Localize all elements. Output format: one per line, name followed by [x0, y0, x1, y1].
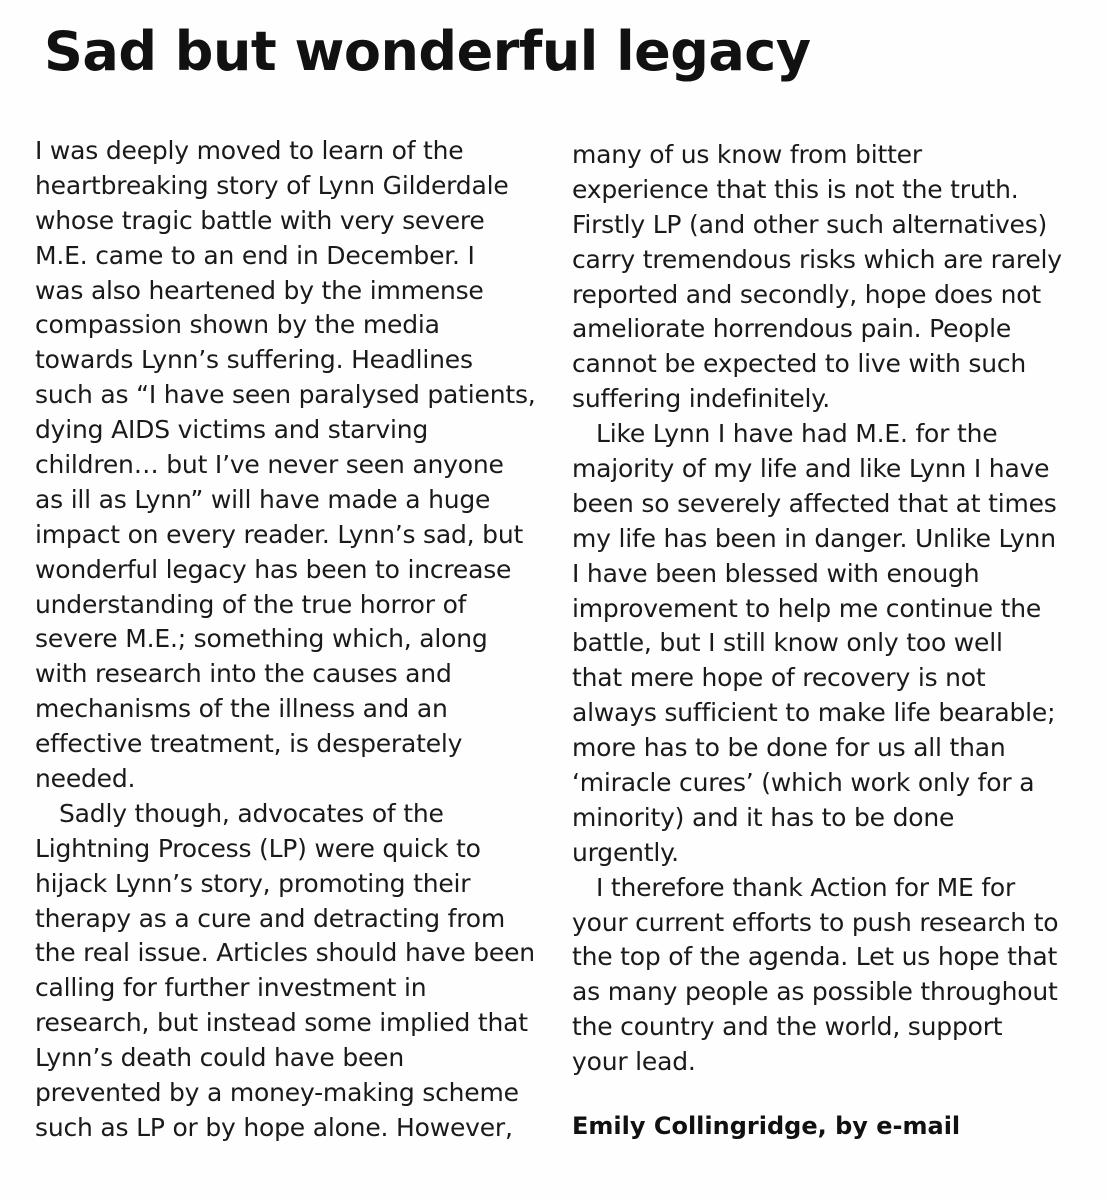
text-line: the top of the agenda. Let us hope that: [572, 942, 1058, 972]
text-line: calling for further investment in: [35, 973, 427, 1003]
text-line: your lead.: [572, 1047, 696, 1077]
text-line: hijack Lynn’s story, promoting their: [35, 868, 471, 898]
text-line: my life has been in danger. Unlike Lynn: [572, 523, 1056, 553]
text-line: been so severely affected that at times: [572, 488, 1057, 518]
text-line: such as LP or by hope alone. However,: [35, 1112, 513, 1142]
text-line: I have been blessed with enough: [572, 558, 980, 588]
text-line: whose tragic battle with very severe: [35, 205, 485, 235]
text-line: majority of my life and like Lynn I have: [572, 454, 1050, 484]
text-line: M.E. came to an end in December. I: [35, 240, 475, 270]
text-line: carry tremendous risks which are rarely: [572, 244, 1062, 274]
text-line: research, but instead some implied that: [35, 1008, 528, 1038]
text-line: improvement to help me continue the: [572, 593, 1042, 623]
text-line: such as “I have seen paralysed patients,: [35, 380, 536, 410]
text-line: ameliorate horrendous pain. People: [572, 314, 1012, 344]
text-line: suffering indefinitely.: [572, 384, 831, 414]
text-line: towards Lynn’s suffering. Headlines: [35, 345, 473, 375]
text-line: effective treatment, is desperately: [35, 729, 463, 759]
text-line: minority) and it has to be done: [572, 802, 955, 832]
text-line: Lynn’s death could have been: [35, 1043, 405, 1073]
text-line: the country and the world, support: [572, 1012, 1003, 1042]
text-line: always sufficient to make life bearable;: [572, 698, 1056, 728]
text-line: dying AIDS victims and starving: [35, 415, 429, 445]
text-line: Lightning Process (LP) were quick to: [35, 833, 481, 863]
text-line: compassion shown by the media: [35, 310, 440, 340]
text-line: that mere hope of recovery is not: [572, 663, 986, 693]
text-line: severe M.E.; something which, along: [35, 624, 488, 654]
text-line: wonderful legacy has been to increase: [35, 554, 512, 584]
text-line: as ill as Lynn” will have made a huge: [35, 484, 491, 514]
text-line: therapy as a cure and detracting from: [35, 903, 506, 933]
text-line: I was deeply moved to learn of the: [35, 136, 464, 165]
text-line: as many people as possible throughout: [572, 977, 1058, 1007]
text-line: many of us know from bitter: [572, 140, 922, 169]
text-line: your current efforts to push research to: [572, 907, 1059, 937]
text-line: reported and secondly, hope does not: [572, 279, 1041, 309]
text-line: heartbreaking story of Lynn Gilderdale: [35, 170, 509, 200]
text-line: experience that this is not the truth.: [572, 174, 1019, 204]
right-column: [572, 138, 1092, 1080]
text-line: prevented by a money-making scheme: [35, 1078, 519, 1108]
text-line: the real issue. Articles should have been: [35, 938, 535, 968]
paragraph-start-line: Like Lynn I have had M.E. for the: [596, 419, 998, 449]
text-line: needed.: [35, 764, 136, 794]
author-signature: Emily Collingridge, by e-mail: [572, 1112, 961, 1140]
text-line: impact on every reader. Lynn’s sad, but: [35, 519, 524, 549]
text-line: battle, but I still know only too well: [572, 628, 1003, 658]
paragraph-start-line: Sadly though, advocates of the: [59, 798, 444, 828]
text-line: urgently.: [572, 837, 679, 867]
text-line: was also heartened by the immense: [35, 275, 484, 305]
text-line: cannot be expected to live with such: [572, 349, 1027, 379]
text-line: Firstly LP (and other such alternatives): [572, 209, 1048, 239]
text-line: mechanisms of the illness and an: [35, 694, 448, 724]
text-line: children… but I’ve never seen anyone: [35, 450, 504, 480]
text-line: understanding of the true horror of: [35, 589, 467, 619]
text-line: ‘miracle cures’ (which work only for a: [572, 768, 1035, 798]
paragraph-start-line: I therefore thank Action for ME for: [596, 872, 1016, 902]
text-line: more has to be done for us all than: [572, 733, 1006, 763]
left-column: [35, 134, 555, 1146]
text-line: with research into the causes and: [35, 659, 452, 689]
article-title: Sad but wonderful legacy: [44, 20, 811, 83]
